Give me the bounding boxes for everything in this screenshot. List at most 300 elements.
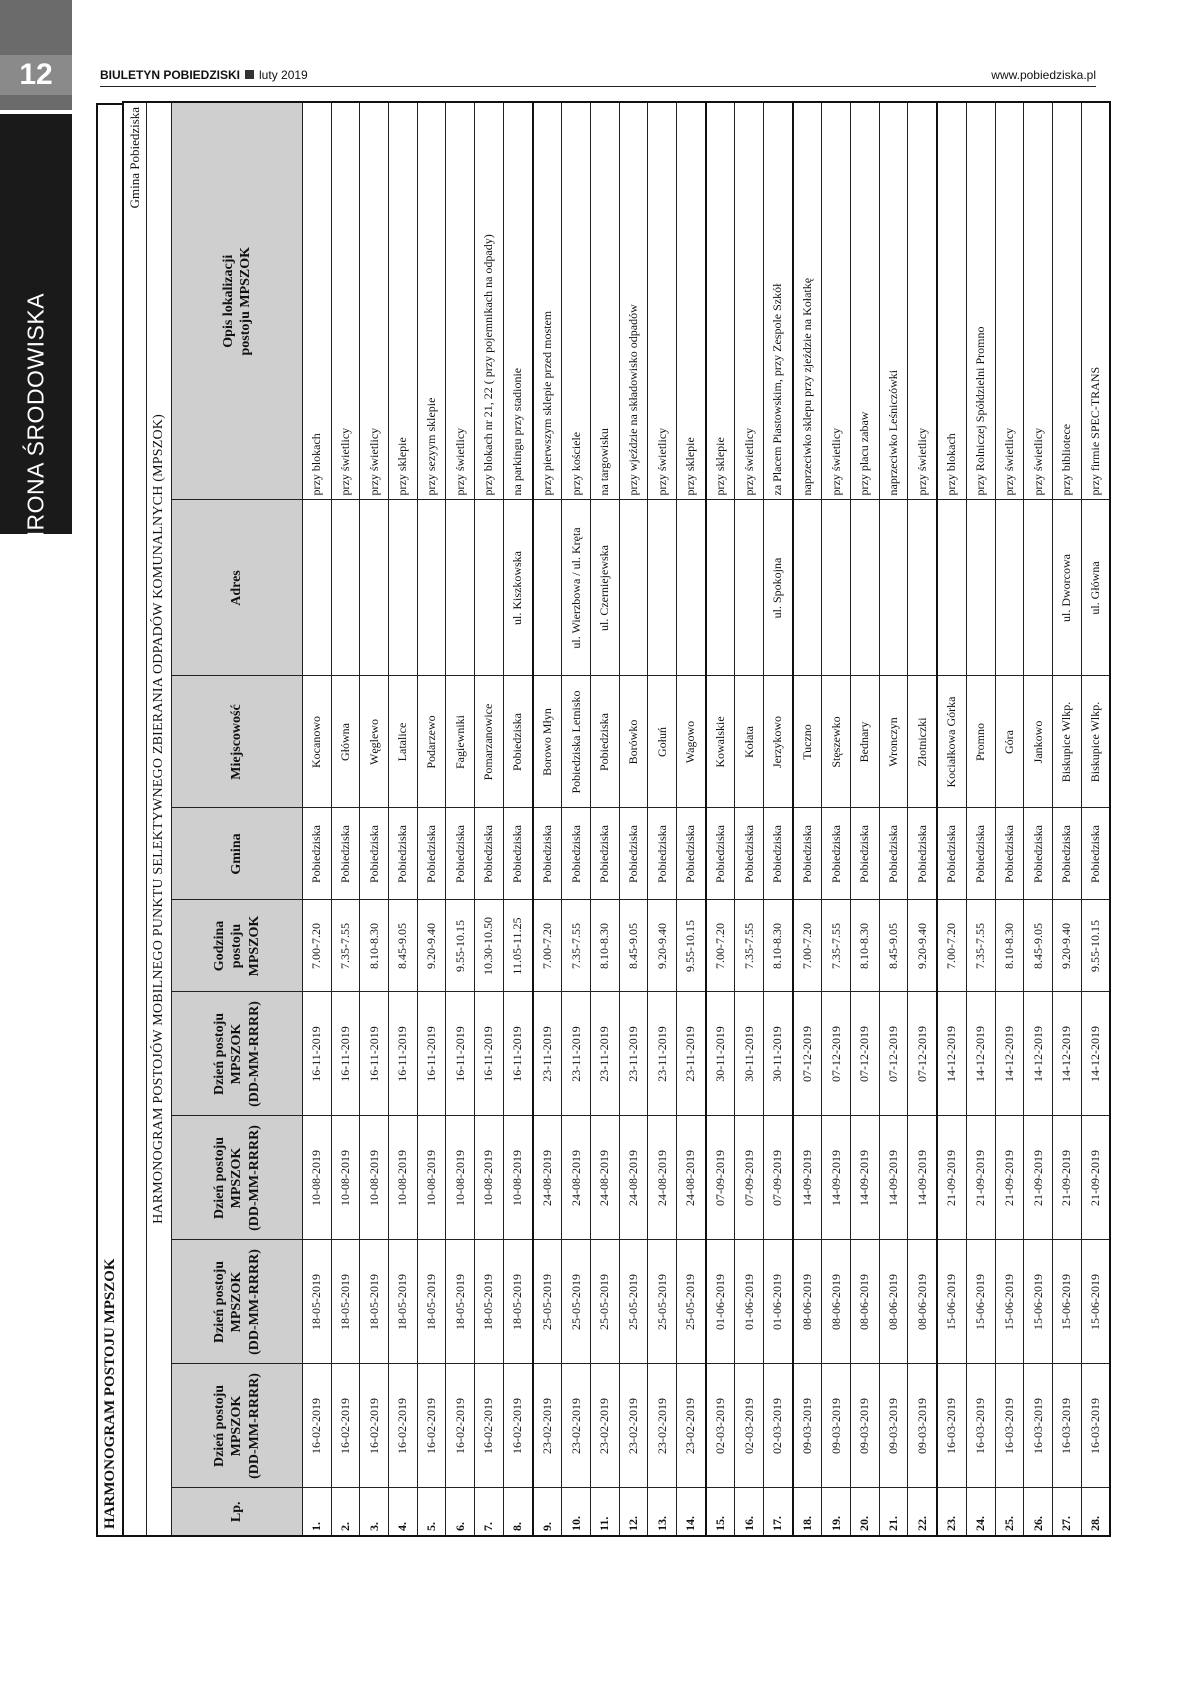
time-cell: 8.10-8.30 bbox=[851, 900, 880, 992]
time-cell: 7.00-7.20 bbox=[793, 900, 822, 992]
day3-cell: 10-08-2019 bbox=[331, 1116, 360, 1240]
running-header bbox=[100, 68, 1096, 87]
day1-cell: 16-02-2019 bbox=[331, 1364, 360, 1488]
table-row bbox=[966, 102, 995, 1536]
commune-cell: Pobiedziska bbox=[793, 808, 822, 900]
day3-cell: 24-08-2019 bbox=[533, 1116, 562, 1240]
locality-cell: Kociałkowa Górka bbox=[937, 676, 966, 808]
day2-cell: 15-06-2019 bbox=[966, 1240, 995, 1364]
day1-cell: 16-03-2019 bbox=[995, 1364, 1024, 1488]
locality-cell: Borowo Młyn bbox=[533, 676, 562, 808]
rotated-table bbox=[96, 103, 1102, 1537]
commune-cell: Pobiedziska bbox=[676, 808, 705, 900]
location-desc-cell: przy kościele bbox=[562, 102, 591, 500]
day4-cell: 14-12-2019 bbox=[1081, 992, 1110, 1116]
commune-cell: Pobiedziska bbox=[1081, 808, 1110, 900]
table-row bbox=[793, 102, 822, 1536]
commune-cell: Pobiedziska bbox=[417, 808, 446, 900]
table-row bbox=[1052, 102, 1081, 1536]
schedule-heading: HARMONOGRAM POSTOJÓW MOBILNEGO PUNKTU SELEKTYWNEGO ZBIERANIA ODPADÓW KOMUNALNYCH (MPSZOK) bbox=[147, 102, 172, 1536]
commune-cell: Pobiedziska bbox=[303, 808, 332, 900]
time-cell: 7.00-7.20 bbox=[303, 900, 332, 992]
commune-cell: Pobiedziska bbox=[590, 808, 619, 900]
table-row bbox=[735, 102, 764, 1536]
time-cell: 9.20-9.40 bbox=[1052, 900, 1081, 992]
commune-cell: Pobiedziska bbox=[533, 808, 562, 900]
location-desc-cell: przy sklepie bbox=[676, 102, 705, 500]
table-row bbox=[822, 102, 851, 1536]
locality-cell: Gołuń bbox=[648, 676, 677, 808]
section-label: OCHRONA ŚRODOWISKA bbox=[22, 292, 49, 584]
table-row bbox=[879, 102, 908, 1536]
day2-cell: 25-05-2019 bbox=[533, 1240, 562, 1364]
day4-cell: 14-12-2019 bbox=[966, 992, 995, 1116]
location-desc-cell: za Placem Piastowskim, przy Zespole Szkół bbox=[764, 102, 793, 500]
day3-cell: 10-08-2019 bbox=[446, 1116, 475, 1240]
address-cell bbox=[706, 500, 735, 676]
row-number: 24. bbox=[966, 1488, 995, 1536]
location-desc-cell: przy świetlicy bbox=[331, 102, 360, 500]
commune-cell: Pobiedziska bbox=[619, 808, 648, 900]
address-cell bbox=[389, 500, 418, 676]
day1-cell: 16-03-2019 bbox=[1052, 1364, 1081, 1488]
address-cell bbox=[735, 500, 764, 676]
col-header-lp: Lp. bbox=[172, 1488, 303, 1536]
col-header-day1: Dzień postoju MPSZOK (DD-MM-RRRR) bbox=[172, 1364, 303, 1488]
col-header-address: Adres bbox=[172, 500, 303, 676]
commune-cell: Pobiedziska bbox=[879, 808, 908, 900]
table-row bbox=[908, 102, 937, 1536]
schedule-frame bbox=[96, 103, 1102, 1537]
table-row bbox=[851, 102, 880, 1536]
location-desc-cell: przy świetlicy bbox=[735, 102, 764, 500]
locality-cell: Jankowo bbox=[1024, 676, 1053, 808]
address-cell bbox=[995, 500, 1024, 676]
day4-cell: 16-11-2019 bbox=[360, 992, 389, 1116]
row-number: 9. bbox=[533, 1488, 562, 1536]
day1-cell: 23-02-2019 bbox=[562, 1364, 591, 1488]
column-header-row bbox=[172, 102, 303, 1536]
row-number: 17. bbox=[764, 1488, 793, 1536]
day4-cell: 14-12-2019 bbox=[1052, 992, 1081, 1116]
commune-cell: Pobiedziska bbox=[735, 808, 764, 900]
location-desc-cell: naprzeciwko sklepu przy zjeździe na Kołatkę bbox=[793, 102, 822, 500]
col-header-time: Godzina postoju MPSZOK bbox=[172, 900, 303, 992]
commune-cell: Pobiedziska bbox=[360, 808, 389, 900]
location-desc-cell: przy świetlicy bbox=[446, 102, 475, 500]
day1-cell: 09-03-2019 bbox=[908, 1364, 937, 1488]
row-number: 4. bbox=[389, 1488, 418, 1536]
day4-cell: 16-11-2019 bbox=[331, 992, 360, 1116]
locality-cell: Góra bbox=[995, 676, 1024, 808]
day3-cell: 24-08-2019 bbox=[590, 1116, 619, 1240]
time-cell: 8.10-8.30 bbox=[764, 900, 793, 992]
table-row bbox=[1081, 102, 1110, 1536]
location-desc-cell: przy firmie SPEC-TRANS bbox=[1081, 102, 1110, 500]
time-cell: 7.35-7.55 bbox=[822, 900, 851, 992]
day2-cell: 08-06-2019 bbox=[879, 1240, 908, 1364]
table-row bbox=[331, 102, 360, 1536]
location-desc-cell: przy świetlicy bbox=[648, 102, 677, 500]
table-row bbox=[303, 102, 332, 1536]
day4-cell: 07-12-2019 bbox=[793, 992, 822, 1116]
address-cell bbox=[879, 500, 908, 676]
locality-cell: Główna bbox=[331, 676, 360, 808]
day3-cell: 24-08-2019 bbox=[676, 1116, 705, 1240]
row-number: 16. bbox=[735, 1488, 764, 1536]
locality-cell: Pomarzanowice bbox=[475, 676, 504, 808]
day1-cell: 09-03-2019 bbox=[851, 1364, 880, 1488]
table-row bbox=[995, 102, 1024, 1536]
day2-cell: 01-06-2019 bbox=[735, 1240, 764, 1364]
day4-cell: 07-12-2019 bbox=[908, 992, 937, 1116]
day2-cell: 18-05-2019 bbox=[303, 1240, 332, 1364]
day2-cell: 18-05-2019 bbox=[417, 1240, 446, 1364]
day3-cell: 24-08-2019 bbox=[648, 1116, 677, 1240]
day3-cell: 24-08-2019 bbox=[562, 1116, 591, 1240]
day1-cell: 09-03-2019 bbox=[879, 1364, 908, 1488]
table-row bbox=[533, 102, 562, 1536]
day4-cell: 16-11-2019 bbox=[303, 992, 332, 1116]
day3-cell: 10-08-2019 bbox=[475, 1116, 504, 1240]
address-cell bbox=[851, 500, 880, 676]
row-number: 20. bbox=[851, 1488, 880, 1536]
col-header-day2: Dzień postoju MPSZOK (DD-MM-RRRR) bbox=[172, 1240, 303, 1364]
location-desc-cell: przy wjeździe na składowisko odpadów bbox=[619, 102, 648, 500]
locality-cell: Latalice bbox=[389, 676, 418, 808]
day1-cell: 02-03-2019 bbox=[706, 1364, 735, 1488]
day2-cell: 25-05-2019 bbox=[619, 1240, 648, 1364]
commune-cell: Pobiedziska bbox=[851, 808, 880, 900]
row-number: 7. bbox=[475, 1488, 504, 1536]
day2-cell: 01-06-2019 bbox=[764, 1240, 793, 1364]
row-number: 26. bbox=[1024, 1488, 1053, 1536]
day2-cell: 18-05-2019 bbox=[503, 1240, 532, 1364]
day3-cell: 21-09-2019 bbox=[966, 1116, 995, 1240]
address-cell: ul. Główna bbox=[1081, 500, 1110, 676]
location-desc-cell: na parkingu przy stadionie bbox=[503, 102, 532, 500]
table-row bbox=[1024, 102, 1053, 1536]
day2-cell: 01-06-2019 bbox=[706, 1240, 735, 1364]
schedule-body bbox=[303, 102, 1111, 1536]
locality-cell: Bednary bbox=[851, 676, 880, 808]
day3-cell: 10-08-2019 bbox=[503, 1116, 532, 1240]
day3-cell: 14-09-2019 bbox=[851, 1116, 880, 1240]
day3-cell: 21-09-2019 bbox=[1024, 1116, 1053, 1240]
day4-cell: 23-11-2019 bbox=[562, 992, 591, 1116]
col-header-locality: Miejscowość bbox=[172, 676, 303, 808]
day1-cell: 16-02-2019 bbox=[417, 1364, 446, 1488]
day2-cell: 08-06-2019 bbox=[793, 1240, 822, 1364]
table-row bbox=[360, 102, 389, 1536]
day3-cell: 14-09-2019 bbox=[879, 1116, 908, 1240]
day4-cell: 16-11-2019 bbox=[503, 992, 532, 1116]
address-cell: ul. Spokojna bbox=[764, 500, 793, 676]
col-header-commune: Gmina bbox=[172, 808, 303, 900]
location-desc-cell: przy pierwszym sklepie przed mostem bbox=[533, 102, 562, 500]
time-cell: 8.10-8.30 bbox=[995, 900, 1024, 992]
location-desc-cell: przy sklepie bbox=[706, 102, 735, 500]
locality-cell: Fagiewniki bbox=[446, 676, 475, 808]
day2-cell: 18-05-2019 bbox=[475, 1240, 504, 1364]
commune-cell: Pobiedziska bbox=[937, 808, 966, 900]
strip-gap bbox=[72, 0, 78, 110]
address-cell bbox=[1024, 500, 1053, 676]
time-cell: 9.20-9.40 bbox=[417, 900, 446, 992]
day4-cell: 30-11-2019 bbox=[735, 992, 764, 1116]
time-cell: 7.00-7.20 bbox=[937, 900, 966, 992]
location-desc-cell: przy Rolniczej Spółdzielni Promno bbox=[966, 102, 995, 500]
day2-cell: 15-06-2019 bbox=[1081, 1240, 1110, 1364]
row-number: 12. bbox=[619, 1488, 648, 1536]
row-number: 1. bbox=[303, 1488, 332, 1536]
day1-cell: 23-02-2019 bbox=[590, 1364, 619, 1488]
row-number: 14. bbox=[676, 1488, 705, 1536]
locality-cell: Kołata bbox=[735, 676, 764, 808]
commune-cell: Pobiedziska bbox=[764, 808, 793, 900]
table-row bbox=[590, 102, 619, 1536]
day4-cell: 23-11-2019 bbox=[676, 992, 705, 1116]
row-number: 2. bbox=[331, 1488, 360, 1536]
day1-cell: 16-03-2019 bbox=[1081, 1364, 1110, 1488]
row-number: 6. bbox=[446, 1488, 475, 1536]
address-cell bbox=[417, 500, 446, 676]
row-number: 11. bbox=[590, 1488, 619, 1536]
day4-cell: 16-11-2019 bbox=[475, 992, 504, 1116]
time-cell: 8.45-9.05 bbox=[389, 900, 418, 992]
locality-cell: Borówko bbox=[619, 676, 648, 808]
row-number: 10. bbox=[562, 1488, 591, 1536]
day4-cell: 23-11-2019 bbox=[648, 992, 677, 1116]
day2-cell: 25-05-2019 bbox=[590, 1240, 619, 1364]
day4-cell: 23-11-2019 bbox=[590, 992, 619, 1116]
time-cell: 7.00-7.20 bbox=[533, 900, 562, 992]
day4-cell: 14-12-2019 bbox=[937, 992, 966, 1116]
time-cell: 9.55-10.15 bbox=[676, 900, 705, 992]
day3-cell: 14-09-2019 bbox=[908, 1116, 937, 1240]
table-row bbox=[764, 102, 793, 1536]
day1-cell: 16-02-2019 bbox=[360, 1364, 389, 1488]
commune-cell: Pobiedziska bbox=[648, 808, 677, 900]
day3-cell: 21-09-2019 bbox=[995, 1116, 1024, 1240]
document-title: HARMONOGRAM POSTOJU MPSZOK bbox=[96, 103, 122, 1537]
location-desc-cell: przy sklepie bbox=[389, 102, 418, 500]
day3-cell: 10-08-2019 bbox=[389, 1116, 418, 1240]
day2-cell: 18-05-2019 bbox=[389, 1240, 418, 1364]
day4-cell: 07-12-2019 bbox=[822, 992, 851, 1116]
page-number: 12 bbox=[0, 55, 72, 95]
day1-cell: 23-02-2019 bbox=[648, 1364, 677, 1488]
time-cell: 8.45-9.05 bbox=[879, 900, 908, 992]
day2-cell: 18-05-2019 bbox=[360, 1240, 389, 1364]
time-cell: 7.35-7.55 bbox=[735, 900, 764, 992]
address-cell bbox=[533, 500, 562, 676]
row-number: 25. bbox=[995, 1488, 1024, 1536]
day1-cell: 16-02-2019 bbox=[475, 1364, 504, 1488]
day3-cell: 07-09-2019 bbox=[706, 1116, 735, 1240]
time-cell: 8.10-8.30 bbox=[360, 900, 389, 992]
day3-cell: 10-08-2019 bbox=[303, 1116, 332, 1240]
page-number-box bbox=[0, 0, 72, 110]
commune-cell: Pobiedziska bbox=[706, 808, 735, 900]
row-number: 8. bbox=[503, 1488, 532, 1536]
day4-cell: 14-12-2019 bbox=[995, 992, 1024, 1116]
day4-cell: 23-11-2019 bbox=[619, 992, 648, 1116]
location-desc-cell: na targowisku bbox=[590, 102, 619, 500]
col-header-location: Opis lokalizacji postoju MPSZOK bbox=[172, 102, 303, 500]
locality-cell: Promno bbox=[966, 676, 995, 808]
table-row bbox=[446, 102, 475, 1536]
time-cell: 9.55-10.15 bbox=[1081, 900, 1110, 992]
location-desc-cell: przy blokach bbox=[937, 102, 966, 500]
address-cell bbox=[475, 500, 504, 676]
table-row bbox=[389, 102, 418, 1536]
row-number: 23. bbox=[937, 1488, 966, 1536]
address-cell: ul. Kiszkowska bbox=[503, 500, 532, 676]
location-desc-cell: przy blokach bbox=[303, 102, 332, 500]
day2-cell: 08-06-2019 bbox=[822, 1240, 851, 1364]
day1-cell: 16-02-2019 bbox=[503, 1364, 532, 1488]
row-number: 28. bbox=[1081, 1488, 1110, 1536]
locality-cell: Wagowo bbox=[676, 676, 705, 808]
day3-cell: 21-09-2019 bbox=[1081, 1116, 1110, 1240]
address-cell: ul. Czerniejewska bbox=[590, 500, 619, 676]
col-header-day3: Dzień postoju MPSZOK (DD-MM-RRRR) bbox=[172, 1116, 303, 1240]
time-cell: 9.20-9.40 bbox=[908, 900, 937, 992]
address-cell bbox=[446, 500, 475, 676]
address-cell: ul. Wierzbowa / ul. Kręta bbox=[562, 500, 591, 676]
time-cell: 9.55-10.15 bbox=[446, 900, 475, 992]
day1-cell: 16-03-2019 bbox=[1024, 1364, 1053, 1488]
location-desc-cell: przy placu zabaw bbox=[851, 102, 880, 500]
day4-cell: 16-11-2019 bbox=[417, 992, 446, 1116]
day1-cell: 09-03-2019 bbox=[822, 1364, 851, 1488]
location-desc-cell: przy świetlicy bbox=[908, 102, 937, 500]
address-cell bbox=[360, 500, 389, 676]
address-cell bbox=[793, 500, 822, 676]
day3-cell: 10-08-2019 bbox=[360, 1116, 389, 1240]
day3-cell: 14-09-2019 bbox=[793, 1116, 822, 1240]
day1-cell: 16-02-2019 bbox=[446, 1364, 475, 1488]
table-row bbox=[937, 102, 966, 1536]
locality-cell: Tuczno bbox=[793, 676, 822, 808]
locality-cell: Złotniczki bbox=[908, 676, 937, 808]
row-number: 18. bbox=[793, 1488, 822, 1536]
commune-cell: Pobiedziska bbox=[389, 808, 418, 900]
day2-cell: 15-06-2019 bbox=[995, 1240, 1024, 1364]
row-number: 27. bbox=[1052, 1488, 1081, 1536]
col-header-day4: Dzień postoju MPSZOK (DD-MM-RRRR) bbox=[172, 992, 303, 1116]
locality-cell: Biskupice Wlkp. bbox=[1052, 676, 1081, 808]
locality-cell: Pobiedziska bbox=[590, 676, 619, 808]
time-cell: 10.30-10.50 bbox=[475, 900, 504, 992]
location-desc-cell: przy świetlicy bbox=[360, 102, 389, 500]
day3-cell: 10-08-2019 bbox=[417, 1116, 446, 1240]
day2-cell: 08-06-2019 bbox=[851, 1240, 880, 1364]
header-separator bbox=[245, 70, 254, 79]
location-desc-cell: przy sezyym sklepie bbox=[417, 102, 446, 500]
day3-cell: 07-09-2019 bbox=[735, 1116, 764, 1240]
day1-cell: 16-03-2019 bbox=[966, 1364, 995, 1488]
publication-name: BIULETYN POBIEDZISKI bbox=[100, 68, 241, 82]
section-bar bbox=[0, 114, 72, 584]
address-cell bbox=[908, 500, 937, 676]
day1-cell: 23-02-2019 bbox=[676, 1364, 705, 1488]
commune-cell: Pobiedziska bbox=[908, 808, 937, 900]
address-cell bbox=[676, 500, 705, 676]
day4-cell: 07-12-2019 bbox=[879, 992, 908, 1116]
day4-cell: 30-11-2019 bbox=[706, 992, 735, 1116]
address-cell bbox=[966, 500, 995, 676]
day2-cell: 25-05-2019 bbox=[648, 1240, 677, 1364]
locality-cell: Stęszewko bbox=[822, 676, 851, 808]
day3-cell: 24-08-2019 bbox=[619, 1116, 648, 1240]
website-link[interactable]: www.pobiedziska.pl bbox=[991, 68, 1096, 82]
locality-cell: Kocanowo bbox=[303, 676, 332, 808]
commune-cell: Pobiedziska bbox=[446, 808, 475, 900]
row-number: 22. bbox=[908, 1488, 937, 1536]
table-row bbox=[648, 102, 677, 1536]
location-desc-cell: przy świetlicy bbox=[995, 102, 1024, 500]
time-cell: 8.45-9.05 bbox=[1024, 900, 1053, 992]
day4-cell: 16-11-2019 bbox=[446, 992, 475, 1116]
commune-cell: Pobiedziska bbox=[562, 808, 591, 900]
row-number: 21. bbox=[879, 1488, 908, 1536]
day1-cell: 23-02-2019 bbox=[533, 1364, 562, 1488]
day1-cell: 16-03-2019 bbox=[937, 1364, 966, 1488]
time-cell: 8.10-8.30 bbox=[590, 900, 619, 992]
time-cell: 8.45-9.05 bbox=[619, 900, 648, 992]
day3-cell: 21-09-2019 bbox=[1052, 1116, 1081, 1240]
day3-cell: 14-09-2019 bbox=[822, 1116, 851, 1240]
day1-cell: 23-02-2019 bbox=[619, 1364, 648, 1488]
row-number: 3. bbox=[360, 1488, 389, 1536]
table-row bbox=[417, 102, 446, 1536]
time-cell: 7.00-7.20 bbox=[706, 900, 735, 992]
schedule-table bbox=[122, 101, 1111, 1537]
address-cell bbox=[648, 500, 677, 676]
day1-cell: 02-03-2019 bbox=[764, 1364, 793, 1488]
commune-cell: Pobiedziska bbox=[995, 808, 1024, 900]
locality-cell: Węglewo bbox=[360, 676, 389, 808]
locality-cell: Wronczyn bbox=[879, 676, 908, 808]
locality-cell: Jerzykowo bbox=[764, 676, 793, 808]
address-cell bbox=[303, 500, 332, 676]
day1-cell: 16-02-2019 bbox=[389, 1364, 418, 1488]
row-number: 15. bbox=[706, 1488, 735, 1536]
day2-cell: 15-06-2019 bbox=[1024, 1240, 1053, 1364]
table-row bbox=[706, 102, 735, 1536]
address-cell bbox=[937, 500, 966, 676]
day2-cell: 18-05-2019 bbox=[331, 1240, 360, 1364]
day4-cell: 07-12-2019 bbox=[851, 992, 880, 1116]
commune-cell: Pobiedziska bbox=[1052, 808, 1081, 900]
time-cell: 7.35-7.55 bbox=[331, 900, 360, 992]
row-number: 5. bbox=[417, 1488, 446, 1536]
time-cell: 7.35-7.55 bbox=[562, 900, 591, 992]
day1-cell: 02-03-2019 bbox=[735, 1364, 764, 1488]
day3-cell: 07-09-2019 bbox=[764, 1116, 793, 1240]
location-desc-cell: przy świetlicy bbox=[1024, 102, 1053, 500]
locality-cell: Pobiedziska Letnisko bbox=[562, 676, 591, 808]
region-banner: Gmina Pobiedziska bbox=[123, 102, 147, 1536]
location-desc-cell: przy blokach nr 21, 22 ( przy pojemnikach na odpady) bbox=[475, 102, 504, 500]
day2-cell: 15-06-2019 bbox=[1052, 1240, 1081, 1364]
location-desc-cell: przy świetlicy bbox=[822, 102, 851, 500]
day2-cell: 25-05-2019 bbox=[676, 1240, 705, 1364]
locality-cell: Kowalskie bbox=[706, 676, 735, 808]
time-cell: 11.05-11.25 bbox=[503, 900, 532, 992]
